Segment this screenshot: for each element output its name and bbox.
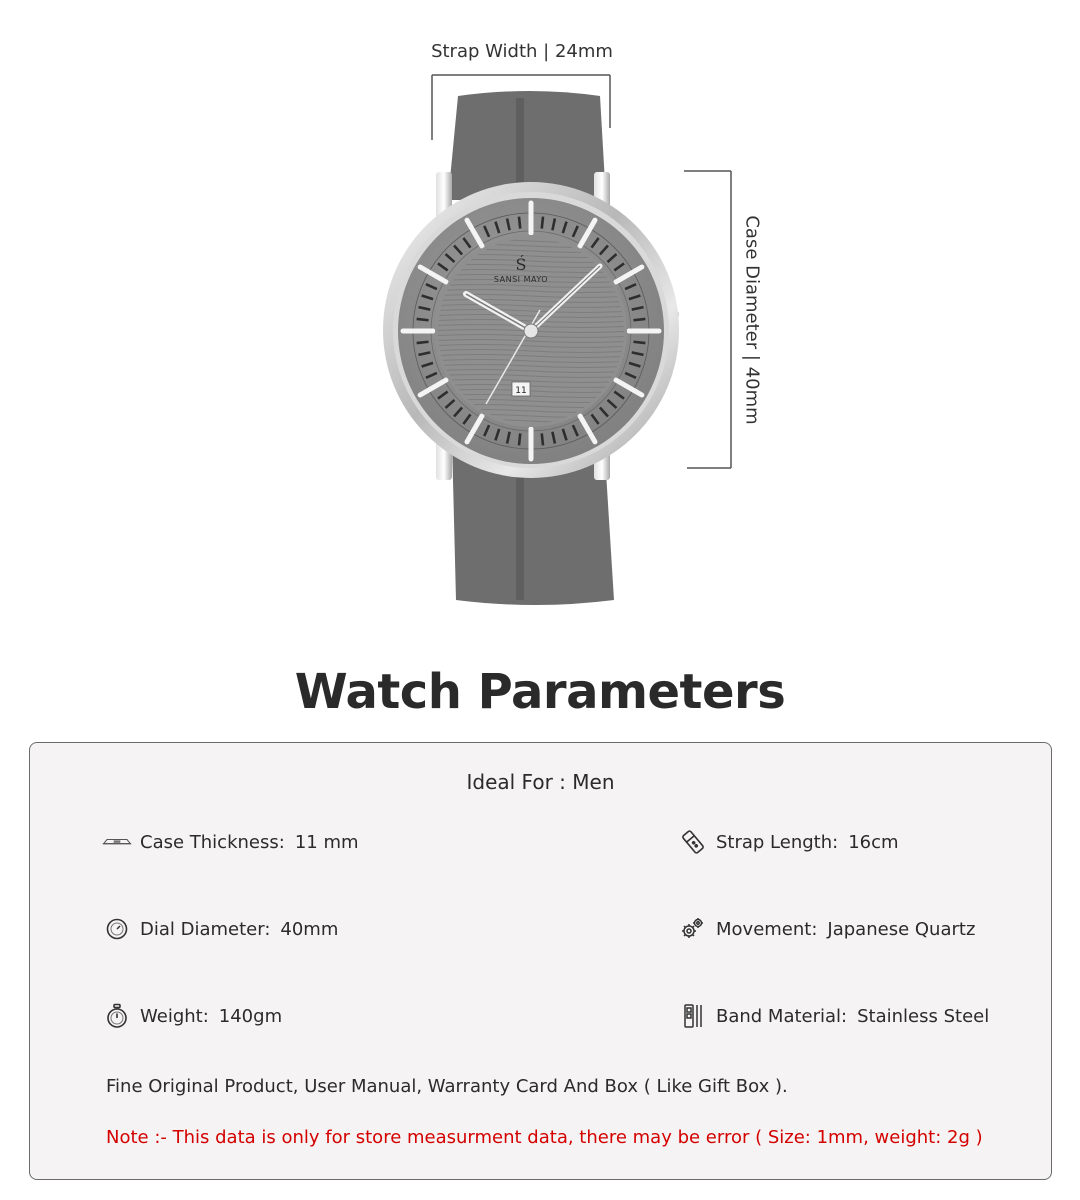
spec-label: Weight: <box>140 1005 209 1027</box>
spec-dial-diameter <box>102 916 338 942</box>
gears-icon <box>678 916 708 942</box>
spec-strap-length <box>678 829 899 855</box>
case-diameter-label: Case Diameter | 40mm <box>741 215 763 425</box>
measurement-disclaimer: Note :- This data is only for store measurment data, there may be error ( Size: 1mm, weight: 2g ) <box>106 1127 983 1148</box>
spec-label: Dial Diameter: <box>140 918 271 940</box>
spec-value: 40mm <box>280 918 339 940</box>
spec-label: Case Thickness: <box>140 831 285 853</box>
spec-weight <box>102 1003 282 1029</box>
case-diameter-bracket <box>684 171 731 468</box>
spec-label: Movement: <box>716 918 818 940</box>
band-icon <box>678 1003 708 1029</box>
spec-value: 16cm <box>848 831 899 853</box>
spec-value: Japanese Quartz <box>827 918 976 940</box>
spec-value: Stainless Steel <box>857 1005 990 1027</box>
svg-text:SANSI MAYO: SANSI MAYO <box>493 275 549 284</box>
spec-value: 11 mm <box>294 831 359 853</box>
ideal-for: Ideal For : Men <box>466 770 615 794</box>
stopwatch-icon <box>102 1003 132 1029</box>
svg-text:Ś: Ś <box>515 255 527 274</box>
spec-label: Strap Length: <box>716 831 839 853</box>
spec-panel <box>29 742 1052 1180</box>
dial-icon <box>102 916 132 942</box>
package-contents-note: Fine Original Product, User Manual, Warranty Card And Box ( Like Gift Box ). <box>106 1076 788 1097</box>
svg-text:11: 11 <box>515 386 527 396</box>
case-thickness-icon <box>102 829 132 855</box>
page-title: Watch Parameters <box>294 664 786 720</box>
strap-width-label: Strap Width | 24mm <box>431 41 613 62</box>
strap-icon <box>678 829 708 855</box>
spec-band-material <box>678 1003 989 1029</box>
spec-movement <box>678 916 975 942</box>
spec-value: 140gm <box>218 1005 283 1027</box>
spec-label: Band Material: <box>716 1005 848 1027</box>
spec-case-thickness <box>102 829 359 855</box>
